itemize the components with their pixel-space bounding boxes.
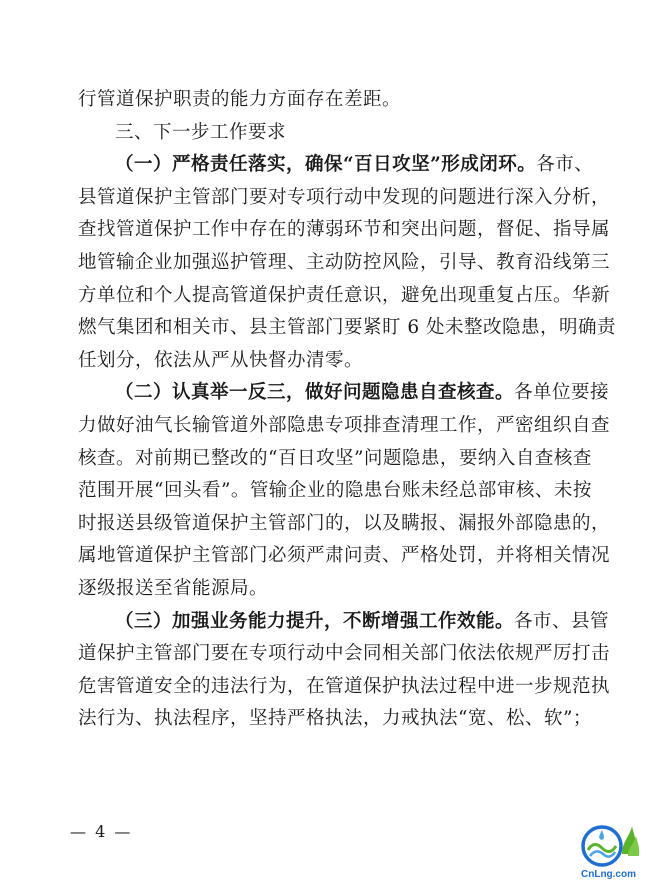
text-line [78, 443, 592, 476]
text-line [78, 573, 576, 606]
text-line [78, 703, 592, 736]
line-text: 任划分，依法从严从快督办清零。 [78, 349, 364, 371]
text-line [78, 540, 611, 573]
text-line [78, 638, 611, 671]
text-line [78, 247, 611, 280]
document-body [78, 84, 617, 736]
text-line [78, 508, 611, 541]
heading-text: 三、下一步工作要求 [115, 121, 287, 143]
line-text: 危害管道安全的违法行为，在管道保护执法过程中进一步规范执 [78, 675, 611, 697]
line-text: 范围开展“回头看”。管输企业的隐患台账未经总部审核、未按 [78, 480, 592, 502]
line-text: 力做好油气长输管道外部隐患专项排查清理工作，严密组织自查 [78, 414, 611, 436]
line-text: 道保护主管部门要在专项行动中会同相关部门依法依规严厉打击 [78, 643, 611, 665]
line-text: 行管道保护职责的能力方面存在差距。 [78, 89, 402, 110]
section-heading [78, 117, 576, 150]
text-line [78, 410, 611, 443]
text-line [78, 345, 576, 378]
subsection-heading-line [78, 377, 610, 410]
logo-text: CnLng.com [581, 869, 636, 880]
text-line [78, 280, 611, 313]
text-line [78, 84, 576, 117]
text-line [78, 671, 611, 704]
subsection-title: （一）严格责任落实，确保“百日攻坚”形成闭环。 [115, 154, 537, 176]
subsection-title: （二）认真举一反三，做好问题隐患自查核查。 [115, 382, 515, 404]
page-number: — 4 — [70, 822, 133, 841]
text-line [78, 182, 611, 215]
line-text: 方单位和个人提高管道保护责任意识，避免出现重复占压。华新 [78, 284, 611, 306]
line-text: 地管输企业加强巡护管理、主动防控风险，引导、教育沿线第三 [78, 251, 611, 273]
line-text: 时报送县级管道保护主管部门的，以及瞒报、漏报外部隐患的， [78, 512, 611, 534]
cnlng-logo-graphic [578, 820, 644, 880]
cnlng-logo-icon [578, 820, 644, 880]
text-line [78, 312, 617, 345]
text-line [78, 214, 611, 247]
line-text: 逐级报送至省能源局。 [78, 577, 269, 599]
line-text: 属地管道保护主管部门必须严肃问责、严格处罚，并将相关情况 [78, 545, 611, 567]
line-text: 各市、县管 [514, 610, 610, 632]
line-text: 查找管道保护工作中存在的薄弱环节和突出问题，督促、指导属 [78, 219, 611, 241]
subsection-heading-line [78, 606, 610, 639]
line-text: 法行为、执法程序，坚持严格执法，力戒执法“宽、松、软”； [78, 708, 592, 730]
subsection-title: （三）加强业务能力提升，不断增强工作效能。 [115, 610, 515, 632]
subsection-heading-line [78, 149, 594, 182]
line-text: 各市、 [536, 154, 594, 176]
text-line [78, 475, 592, 508]
line-text: 县管道保护主管部门要对专项行动中发现的问题进行深入分析， [78, 186, 611, 208]
line-text: 各单位要接 [514, 382, 610, 404]
line-text: 核查。对前期已整改的“百日攻坚”问题隐患，要纳入自查核查 [78, 447, 592, 469]
line-text: 燃气集团和相关市、县主管部门要紧盯 6 处未整改隐患，明确责 [78, 317, 617, 339]
